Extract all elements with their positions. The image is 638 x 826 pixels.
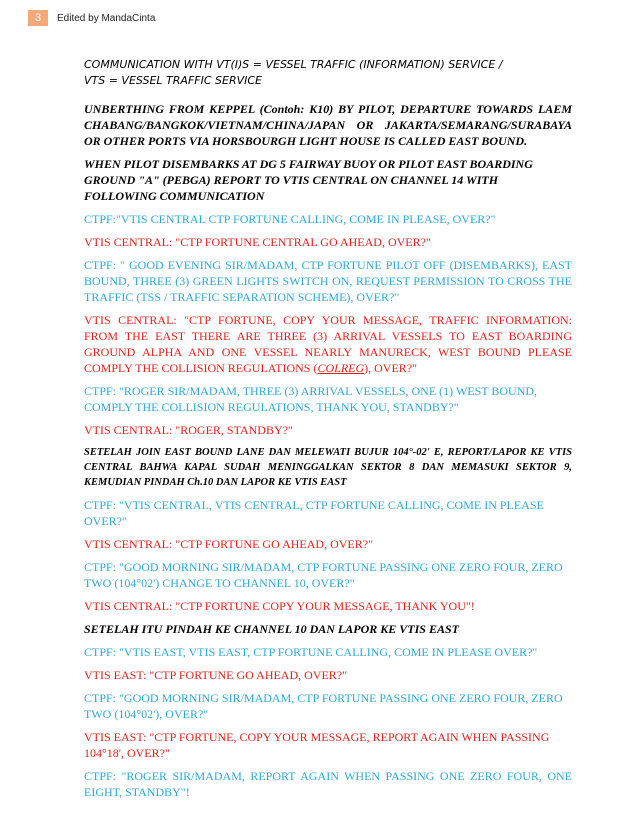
colreg-underlined: COLREG — [317, 361, 365, 375]
vtis-message: VTIS CENTRAL: "CTP FORTUNE COPY YOUR MESSAGE, THANK YOU"! — [84, 599, 475, 613]
ctpf-message: CTPF: "ROGER SIR/MADAM, REPORT AGAIN WHEN PASSING ONE ZERO FOUR, ONE EIGHT, STANDBY"! — [84, 769, 572, 799]
vtis-message: VTIS CENTRAL: "ROGER, STANDBY?" — [84, 423, 293, 437]
ctpf-message: CTPF: "ROGER SIR/MADAM, THREE (3) ARRIVAL VESSELS, ONE (1) WEST BOUND, COMPLY THE COLLISION REGULATIONS, THANK YOU, STANDBY?" — [84, 384, 538, 414]
ctpf-message: CTPF: "GOOD MORNING SIR/MADAM, CTP FORTUNE PASSING ONE ZERO FOUR, ZERO TWO (104°02') CHANGE TO CHANNEL 10, OVER?" — [84, 560, 563, 590]
vtis-message: VTIS EAST: "CTP FORTUNE GO AHEAD, OVER?" — [84, 668, 348, 682]
document-body — [84, 57, 572, 807]
ctpf-message: CTPF: "VTIS EAST, VTIS EAST, CTP FORTUNE CALLING, COME IN PLEASE OVER?" — [84, 645, 538, 659]
vtis-message: VTIS CENTRAL: "CTP FORTUNE GO AHEAD, OVER?" — [84, 537, 373, 551]
document-title — [84, 57, 572, 89]
title-line-1: COMMUNICATION WITH VT(I)S = VESSEL TRAFFIC (INFORMATION) SERVICE / — [84, 58, 503, 71]
page-header — [28, 10, 155, 26]
instruction-paragraph: SETELAH ITU PINDAH KE CHANNEL 10 DAN LAPOR KE VTIS EAST — [84, 622, 459, 636]
vtis-message — [84, 312, 572, 376]
intro-paragraph: UNBERTHING FROM KEPPEL (Contoh: K10) BY PILOT, DEPARTURE TOWARDS LAEM CHABANG/BANGKOK/VIETNAM/CHINA/JAPAN OR JAKARTA/SEMARANG/SURABAYA OR OTHER PORTS VIA HORSBOURGH LIGHT HOUSE IS CALLED EAST BOUND. — [84, 102, 572, 148]
vtis-text: VTIS CENTRAL: "CTP FORTUNE, COPY YOUR MESSAGE, TRAFFIC INFORMATION: FROM THE EAST THERE ARE THREE (3) ARRIVAL VESSELS TO EAST BOARDING GROUND ALPHA AND ONE VESSEL NEARLY MANURECK, WEST BOUND PLEASE COMPLY THE COLLISION REGULATIONS ( — [84, 313, 572, 375]
title-line-2: VTS = VESSEL TRAFFIC SERVICE — [84, 74, 262, 87]
vtis-text: ), OVER?" — [364, 361, 418, 375]
ctpf-message: CTPF: "GOOD MORNING SIR/MADAM, CTP FORTUNE PASSING ONE ZERO FOUR, ZERO TWO (104°02'), OVER?" — [84, 691, 563, 721]
instruction-paragraph: SETELAH JOIN EAST BOUND LANE DAN MELEWATI BUJUR 104°-02' E, REPORT/LAPOR KE VTIS CENTRAL BAHWA KAPAL SUDAH MENINGGALKAN SEKTOR 8 DAN MEMASUKI SEKTOR 9, KEMUDIAN PINDAH Ch.10 DAN LAPOR KE VTIS EAST — [84, 447, 572, 488]
ctpf-message: CTPF: " GOOD EVENING SIR/MADAM, CTP FORTUNE PILOT OFF (DISEMBARKS), EAST BOUND, THREE (3) GREEN LIGHTS SWITCH ON, REQUEST PERMISSION TO CROSS THE TRAFFIC (TSS / TRAFFIC SEPARATION SCHEME), OVER?" — [84, 258, 572, 304]
page-number: 3 — [28, 10, 48, 26]
vtis-message: VTIS EAST: "CTP FORTUNE, COPY YOUR MESSAGE, REPORT AGAIN WHEN PASSING 104°18', OVER?" — [84, 730, 550, 760]
instruction-paragraph: WHEN PILOT DISEMBARKS AT DG 5 FAIRWAY BUOY OR PILOT EAST BOARDING GROUND "A" (PEBGA) REPORT TO VTIS CENTRAL ON CHANNEL 14 WITH FOLLOWING COMMUNICATION — [84, 157, 533, 203]
ctpf-message: CTPF: "VTIS CENTRAL, VTIS CENTRAL, CTP FORTUNE CALLING, COME IN PLEASE OVER?" — [84, 498, 544, 528]
ctpf-message: CTPF:"VTIS CENTRAL CTP FORTUNE CALLING, COME IN PLEASE, OVER?" — [84, 212, 496, 226]
vtis-message: VTIS CENTRAL: "CTP FORTUNE CENTRAL GO AHEAD, OVER?" — [84, 235, 431, 249]
edited-by-label: Edited by MandaCinta — [57, 12, 156, 24]
